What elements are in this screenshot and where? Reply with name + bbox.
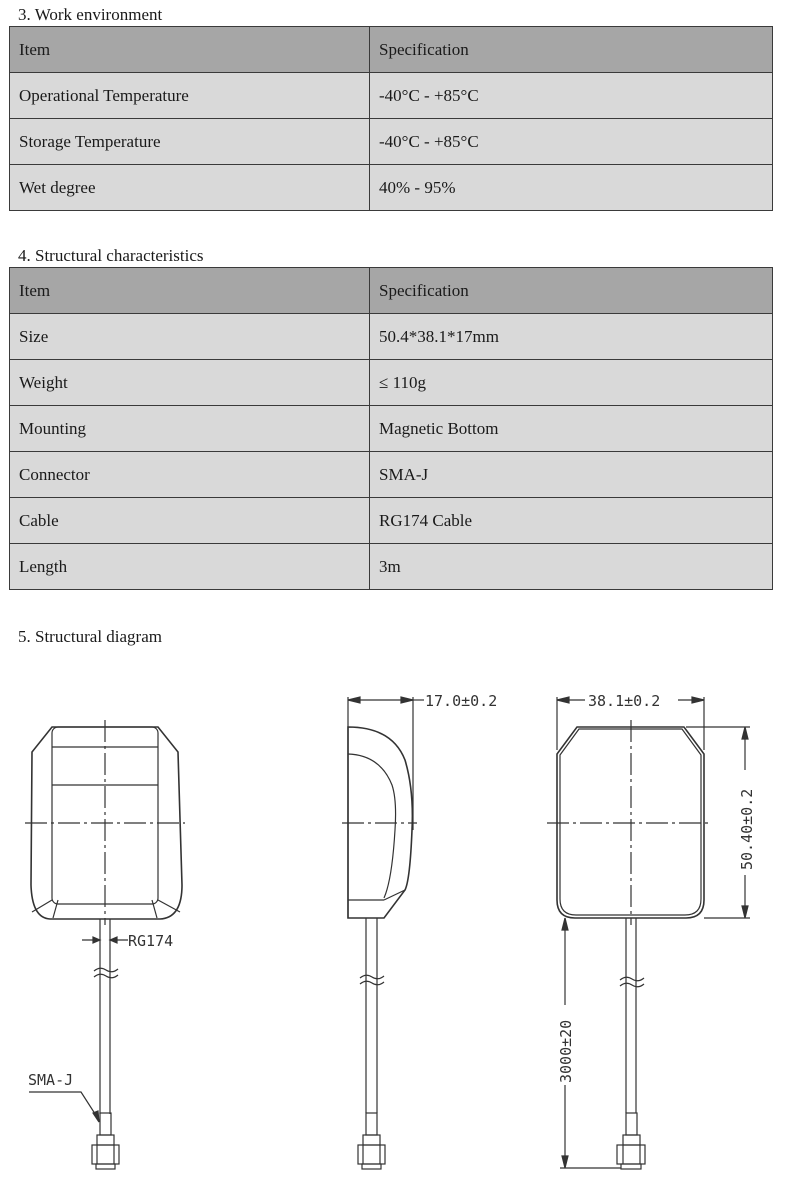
cable-length-dimension: 3000±20 <box>557 1019 575 1083</box>
table-row <box>10 406 773 452</box>
table-row <box>10 452 773 498</box>
item-cell: Operational Temperature <box>10 73 370 119</box>
height-dimension: 50.40±0.2 <box>738 788 756 870</box>
spec-cell: SMA-J <box>370 452 773 498</box>
item-cell: Connector <box>10 452 370 498</box>
item-cell: Length <box>10 544 370 590</box>
item-cell: Wet degree <box>10 165 370 211</box>
thickness-dimension: 17.0±0.2 <box>425 692 498 710</box>
item-cell: Mounting <box>10 406 370 452</box>
spec-cell: 40% - 95% <box>370 165 773 211</box>
spec-cell: ≤ 110g <box>370 360 773 406</box>
table-header-row <box>10 27 773 73</box>
section-title-structural-characteristics: 4. Structural characteristics <box>18 246 204 265</box>
spec-cell: -40°C - +85°C <box>370 73 773 119</box>
top-view <box>547 697 750 1169</box>
structural-diagram <box>0 660 785 1185</box>
item-cell: Size <box>10 314 370 360</box>
section-title-structural-diagram: 5. Structural diagram <box>18 627 162 646</box>
table-header-row <box>10 268 773 314</box>
table-row <box>10 119 773 165</box>
item-cell: Weight <box>10 360 370 406</box>
table-row <box>10 73 773 119</box>
spec-cell: Magnetic Bottom <box>370 406 773 452</box>
column-header-specification: Specification <box>370 27 773 73</box>
spec-cell: 50.4*38.1*17mm <box>370 314 773 360</box>
table-row <box>10 165 773 211</box>
side-view <box>342 697 424 1169</box>
spec-cell: RG174 Cable <box>370 498 773 544</box>
cable-label: RG174 <box>128 932 174 950</box>
column-header-item: Item <box>10 27 370 73</box>
table-row <box>10 544 773 590</box>
spec-cell: -40°C - +85°C <box>370 119 773 165</box>
section-title-work-environment: 3. Work environment <box>18 5 163 24</box>
spec-cell: 3m <box>370 544 773 590</box>
table-row <box>10 498 773 544</box>
item-cell: Storage Temperature <box>10 119 370 165</box>
item-cell: Cable <box>10 498 370 544</box>
width-dimension: 38.1±0.2 <box>588 692 661 710</box>
table-row <box>10 360 773 406</box>
table-row <box>10 314 773 360</box>
column-header-item: Item <box>10 268 370 314</box>
column-header-specification: Specification <box>370 268 773 314</box>
connector-label: SMA-J <box>28 1071 74 1089</box>
work-environment-table <box>9 26 773 211</box>
structural-characteristics-table <box>9 267 773 590</box>
